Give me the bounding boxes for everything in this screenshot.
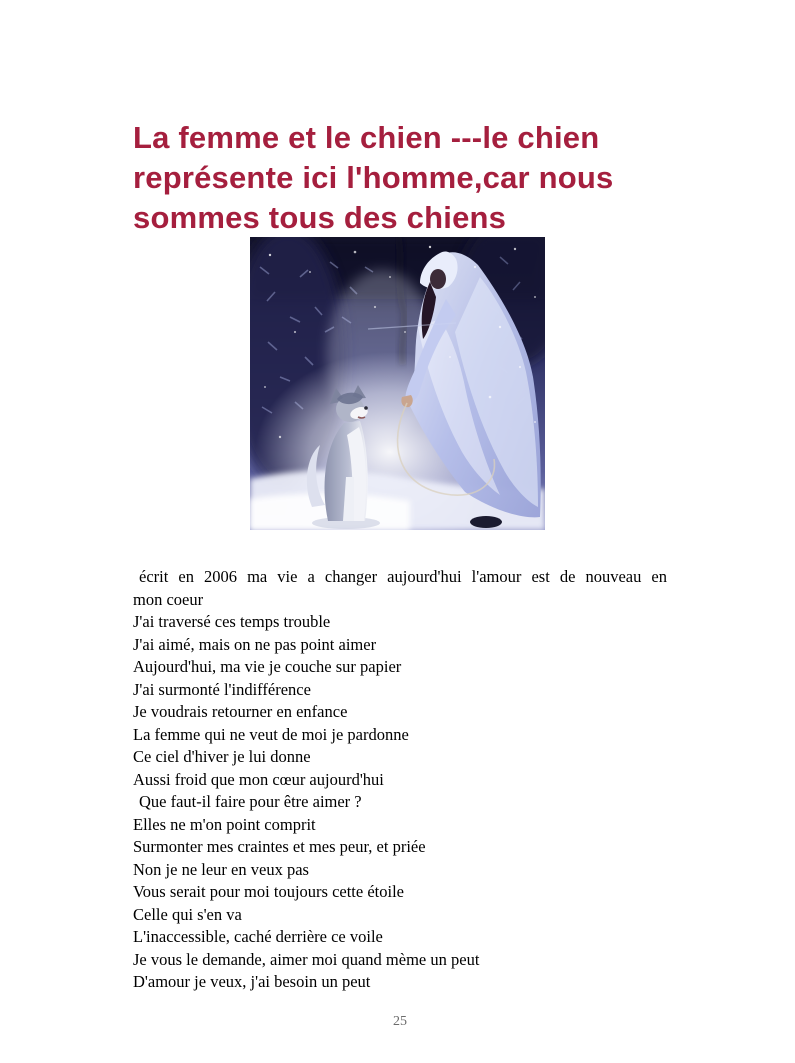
poem-line: L'inaccessible, caché derrière ce voile — [133, 927, 383, 946]
page-number: 25 — [393, 1014, 407, 1029]
page-title — [133, 118, 681, 238]
poem-line: J'ai aimé, mais on ne pas point aimer — [133, 634, 377, 654]
page-title-line: La femme et le chien ---le chien — [133, 119, 600, 155]
poem-line: J'ai surmonté l'indifférence — [133, 679, 311, 699]
winter-woman-dog-photo — [250, 237, 545, 530]
poem-line: La femme qui ne veut de moi je pardonne — [133, 724, 409, 744]
poem-line: mon coeur — [133, 589, 204, 609]
poem-line: Non je ne leur en veux pas — [133, 859, 309, 879]
poem-line: Aujourd'hui, ma vie je couche sur papier — [133, 657, 402, 676]
poem-line: D'amour je veux, j'ai besoin un peut — [133, 972, 371, 991]
poem-body — [133, 566, 667, 994]
poem-line: Vous serait pour moi toujours cette étoile — [133, 882, 404, 901]
poem-line: écrit en 2006 ma vie a changer aujourd'hui l'amour est de nouveau en — [139, 567, 667, 586]
winter-scene-illustration — [250, 237, 545, 530]
page-title-line: représente ici l'homme,car nous — [133, 159, 614, 195]
poem-line: J'ai traversé ces temps trouble — [133, 612, 331, 631]
page-title-line: sommes tous des chiens — [133, 199, 507, 235]
poem-line: Je vous le demande, aimer moi quand mème un peut — [133, 949, 480, 969]
poem-line: Aussi froid que mon cœur aujourd'hui — [133, 769, 384, 789]
poem-line: Ce ciel d'hiver je lui donne — [133, 747, 311, 766]
poem-line: Celle qui s'en va — [133, 904, 242, 924]
poem-line: Surmonter mes craintes et mes peur, et priée — [133, 837, 426, 856]
poem-line: Je voudrais retourner en enfance — [133, 702, 348, 721]
poem-line: Que faut-il faire pour être aimer ? — [139, 792, 362, 811]
poem-line: Elles ne m'on point comprit — [133, 814, 316, 834]
